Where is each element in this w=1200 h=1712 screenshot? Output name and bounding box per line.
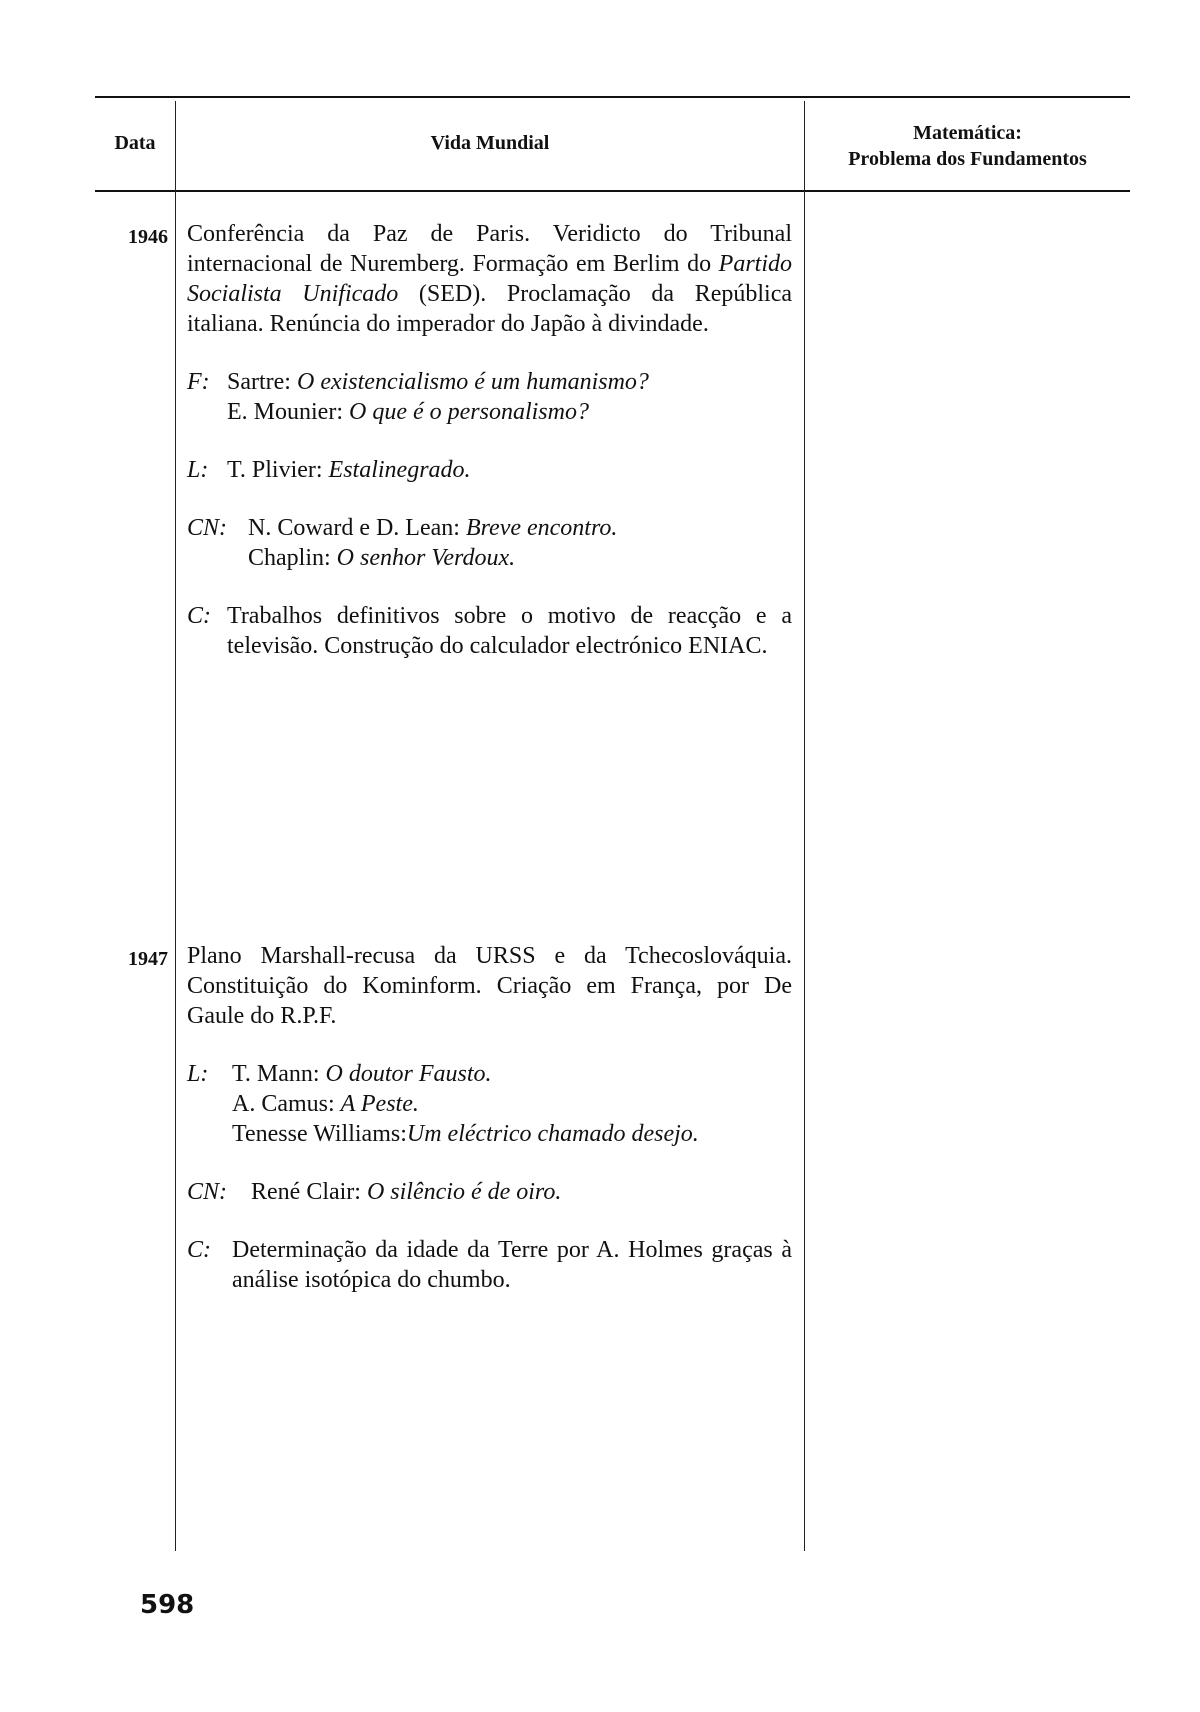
entry-1946-C: C: Trabalhos definitivos sobre o motivo de reacção e a televisão. Construção do calculador electrónico ENIAC.: [187, 603, 792, 659]
line: Chaplin: O senhor Verdoux.: [248, 545, 516, 571]
line: René Clair: O silêncio é de oiro.: [251, 1179, 562, 1205]
intro-1946-italic: Partido Socialista Unificado: [187, 251, 792, 307]
column-divider-data: [175, 101, 176, 1551]
entry-1946-CN: CN: N. Coward e D. Lean: Breve encontro. Chaplin: O senhor Verdoux.: [187, 513, 792, 573]
line: E. Mounier: O que é o personalismo?: [227, 399, 589, 425]
entry-1946-L: L: T. Plivier: Estalinegrado.: [187, 455, 792, 485]
header-data: Data: [114, 132, 156, 154]
entry-1946: [187, 219, 792, 661]
header-matematica-line1: Matemática:: [913, 122, 1022, 144]
line: T. Plivier: Estalinegrado.: [227, 457, 471, 483]
entry-1947: [187, 941, 792, 1295]
column-divider-vida: [804, 101, 805, 1551]
text: Trabalhos definitivos sobre o motivo de reacção e a televisão. Construção do calculador electrónico ENIAC.: [227, 603, 792, 659]
year-1946: 1946: [128, 226, 168, 248]
line: Tenesse Williams:Um eléctrico chamado desejo.: [232, 1121, 699, 1147]
line: Sartre: O existencialismo é um humanismo?: [227, 369, 649, 395]
header-matematica-line2: Problema dos Fundamentos: [848, 148, 1087, 170]
entry-1946-F: F: Sartre: O existencialismo é um humanismo? E. Mounier: O que é o personalismo?: [187, 367, 792, 427]
entry-1947-C: C: Determinação da idade da Terre por A. Holmes graças à análise isotópica do chumbo.: [187, 1237, 792, 1293]
page-number: 598: [140, 1590, 195, 1620]
line: N. Coward e D. Lean: Breve encontro.: [248, 515, 618, 541]
header-vida-mundial: Vida Mundial: [430, 132, 550, 154]
line: T. Mann: O doutor Fausto.: [232, 1061, 492, 1087]
entry-1947-CN: CN: René Clair: O silêncio é de oiro.: [187, 1177, 792, 1207]
table-header-rule: [95, 190, 1130, 192]
intro-1947: Plano Marshall-recusa da URSS e da Tchecoslováquia. Constituição do Kominform. Criação em França, por De Gaule do R.P.F.: [187, 943, 792, 1029]
line: A. Camus: A Peste.: [232, 1091, 419, 1117]
intro-1946: Conferência da Paz de Paris. Veridicto do Tribunal internacional de Nuremberg. Formação em Berlim do Partido Socialista Unificado (SED). Proclamação da República italiana. Renúncia do imperador do Japão à divindade.: [187, 221, 792, 337]
year-1947: 1947: [128, 948, 168, 970]
header-matematica: [805, 120, 1130, 172]
table-top-rule: [95, 96, 1130, 98]
entry-1947-L: L: T. Mann: O doutor Fausto. A. Camus: A Peste. Tenesse Williams:Um eléctrico chamado desejo.: [187, 1059, 792, 1149]
text: Determinação da idade da Terre por A. Holmes graças à análise isotópica do chumbo.: [232, 1237, 792, 1293]
